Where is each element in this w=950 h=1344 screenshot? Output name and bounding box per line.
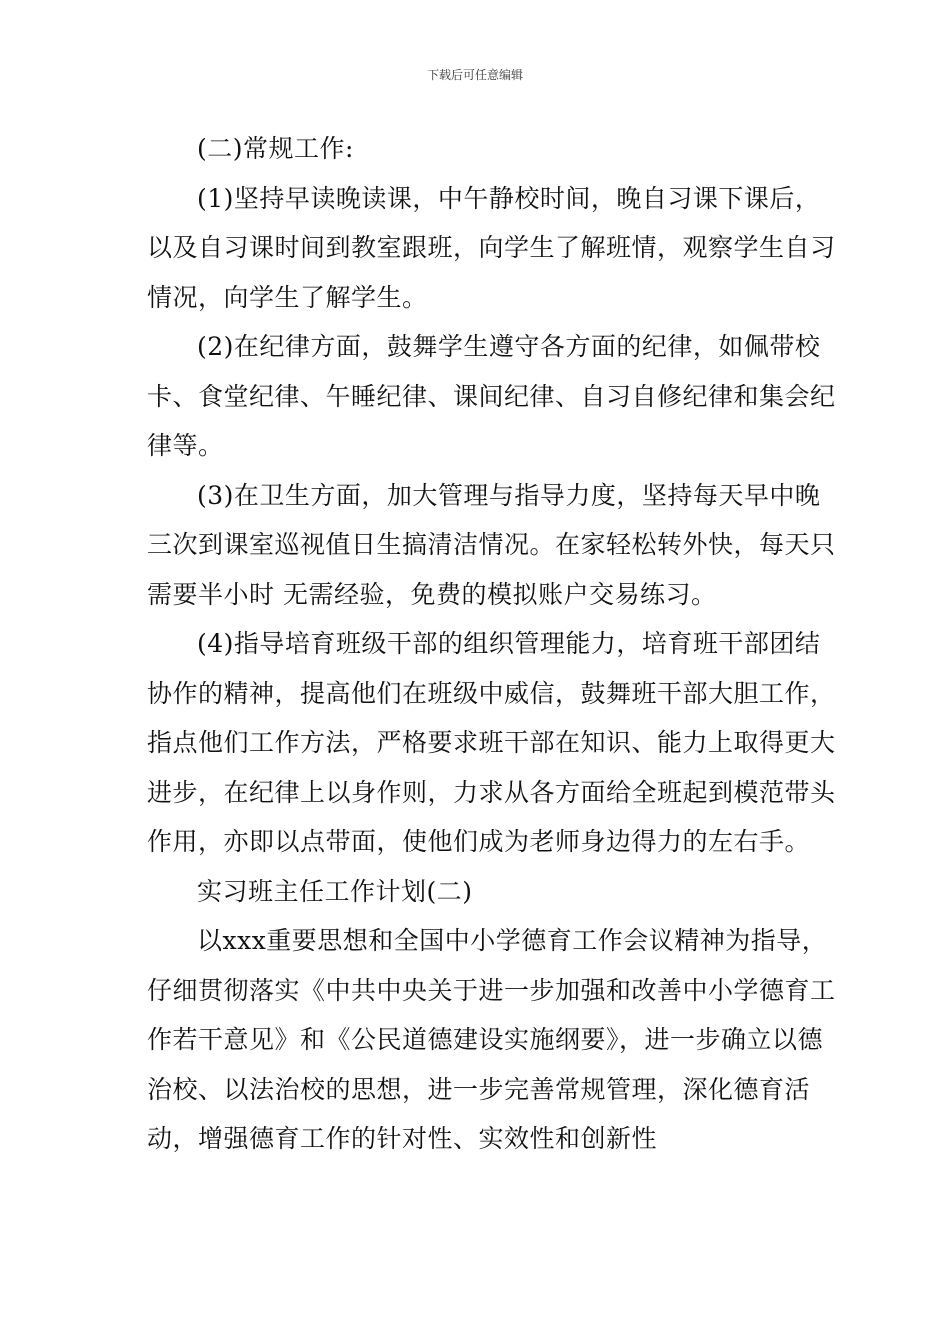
intro-paragraph: 以xxx重要思想和全国中小学德育工作会议精神为指导，仔细贯彻落实《中共中央关于进一步加强和改善中小学德育工作若干意见》和《公民道德建设实施纲要》，进一步确立以德治校、以法治校的思想，进一步完善常规管理，深化德育活动，增强德育工作的针对性、实效性和创新性	[147, 926, 836, 1153]
section-heading: (二)常规工作:	[197, 134, 354, 163]
document-body	[147, 124, 837, 1164]
plan-title: 实习班主任工作计划(二)	[197, 876, 473, 906]
page-header-note: 下载后可任意编辑	[426, 68, 523, 82]
work-item-2: (2)在纪律方面，鼓舞学生遵守各方面的纪律，如佩带校卡、食堂纪律、午睡纪律、课间纪律、自习自修纪律和集会纪律等。	[147, 332, 836, 460]
work-item-4: (4)指导培育班级干部的组织管理能力，培育班干部团结协作的精神，提高他们在班级中威信，鼓舞班干部大胆工作，指点他们工作方法，严格要求班干部在知识、能力上取得更大进步，在纪律上以身作则，力求从各方面给全班起到模范带头作用，亦即以点带面，使他们成为老师身边得力的左右手。	[147, 629, 836, 856]
work-item-1: (1)坚持早读晚读课，中午静校时间，晚自习课下课后，以及自习课时间到教室跟班，向学生了解班情，观察学生自习情况，向学生了解学生。	[147, 183, 836, 312]
work-item-3: (3)在卫生方面，加大管理与指导力度，坚持每天早中晚三次到课室巡视值日生搞清洁情况。在家轻松转外快，每天只需要半小时 无需经验，免费的模拟账户交易练习。	[147, 480, 836, 609]
